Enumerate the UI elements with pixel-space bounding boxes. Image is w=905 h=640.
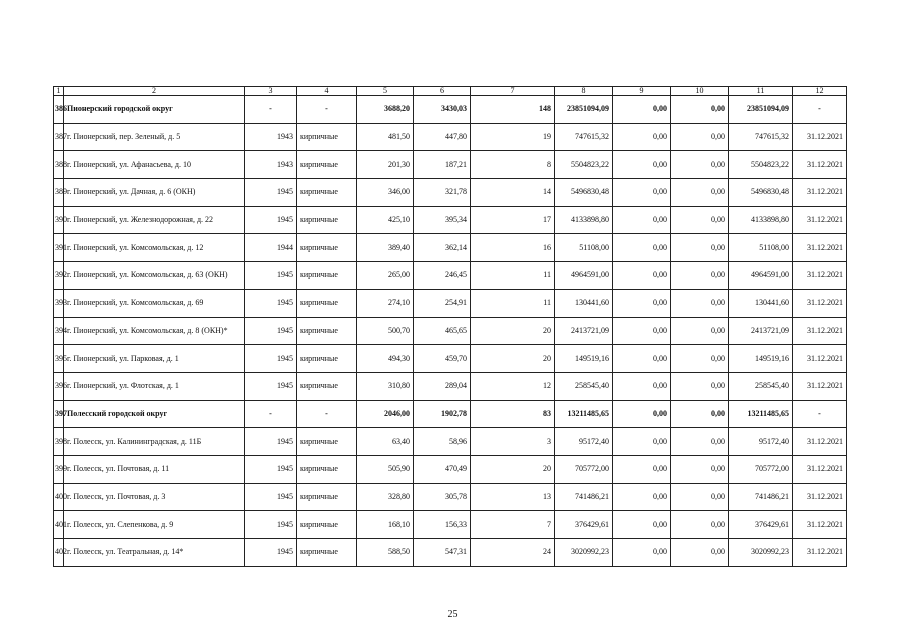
wall-material-cell: кирпичные xyxy=(297,483,357,511)
total-cost-cell: 149519,16 xyxy=(555,345,613,373)
year-built-cell: 1943 xyxy=(245,123,297,151)
year-built-cell: 1945 xyxy=(245,179,297,207)
completion-date-cell: 31.12.2021 xyxy=(793,262,847,290)
column-header: 4 xyxy=(297,87,357,96)
column-header: 10 xyxy=(671,87,729,96)
table-row xyxy=(54,317,847,345)
residents-count-cell: 3 xyxy=(471,428,555,456)
completion-date-cell: 31.12.2021 xyxy=(793,455,847,483)
table-row xyxy=(54,289,847,317)
living-area-cell: 156,33 xyxy=(414,511,471,539)
address-cell: г. Пионерский, ул. Железнодорожная, д. 22 xyxy=(64,206,245,234)
address-cell: г. Полесск, ул. Почтовая, д. 11 xyxy=(64,455,245,483)
total-cost-cell: 5504823,22 xyxy=(555,151,613,179)
housing-registry-table xyxy=(53,86,847,567)
column-header: 3 xyxy=(245,87,297,96)
total-area-cell: 500,70 xyxy=(357,317,414,345)
row-number-cell: 392 xyxy=(54,262,64,290)
row-number-cell: 386 xyxy=(54,96,64,124)
other-funds-cell: 5504823,22 xyxy=(729,151,793,179)
living-area-cell: 395,34 xyxy=(414,206,471,234)
row-number-cell: 399 xyxy=(54,455,64,483)
regional-funds-cell: 0,00 xyxy=(671,539,729,567)
row-number-cell: 396 xyxy=(54,372,64,400)
regional-funds-cell: 0,00 xyxy=(671,234,729,262)
wall-material-cell: кирпичные xyxy=(297,206,357,234)
living-area-cell: 254,91 xyxy=(414,289,471,317)
federal-funds-cell: 0,00 xyxy=(613,123,671,151)
total-cost-cell: 741486,21 xyxy=(555,483,613,511)
regional-funds-cell: 0,00 xyxy=(671,345,729,373)
total-area-cell: 346,00 xyxy=(357,179,414,207)
federal-funds-cell: 0,00 xyxy=(613,345,671,373)
row-number-cell: 387 xyxy=(54,123,64,151)
federal-funds-cell: 0,00 xyxy=(613,317,671,345)
federal-funds-cell: 0,00 xyxy=(613,262,671,290)
living-area-cell: 447,80 xyxy=(414,123,471,151)
wall-material-cell: кирпичные xyxy=(297,289,357,317)
year-built-cell: 1945 xyxy=(245,317,297,345)
regional-funds-cell: 0,00 xyxy=(671,96,729,124)
table-row xyxy=(54,511,847,539)
other-funds-cell: 130441,60 xyxy=(729,289,793,317)
row-number-cell: 390 xyxy=(54,206,64,234)
residents-count-cell: 20 xyxy=(471,345,555,373)
address-cell: г. Полесск, ул. Театральная, д. 14* xyxy=(64,539,245,567)
regional-funds-cell: 0,00 xyxy=(671,455,729,483)
wall-material-cell: кирпичные xyxy=(297,234,357,262)
living-area-cell: 1902,78 xyxy=(414,400,471,428)
wall-material-cell: кирпичные xyxy=(297,262,357,290)
year-built-cell: 1944 xyxy=(245,234,297,262)
wall-material-cell: кирпичные xyxy=(297,428,357,456)
residents-count-cell: 20 xyxy=(471,317,555,345)
column-header: 5 xyxy=(357,87,414,96)
federal-funds-cell: 0,00 xyxy=(613,483,671,511)
other-funds-cell: 741486,21 xyxy=(729,483,793,511)
federal-funds-cell: 0,00 xyxy=(613,511,671,539)
living-area-cell: 470,49 xyxy=(414,455,471,483)
federal-funds-cell: 0,00 xyxy=(613,400,671,428)
completion-date-cell: - xyxy=(793,96,847,124)
regional-funds-cell: 0,00 xyxy=(671,511,729,539)
address-cell: Полесский городской округ xyxy=(64,400,245,428)
regional-funds-cell: 0,00 xyxy=(671,206,729,234)
table-row xyxy=(54,262,847,290)
total-area-cell: 481,50 xyxy=(357,123,414,151)
wall-material-cell: кирпичные xyxy=(297,123,357,151)
regional-funds-cell: 0,00 xyxy=(671,400,729,428)
completion-date-cell: 31.12.2021 xyxy=(793,345,847,373)
row-number-cell: 398 xyxy=(54,428,64,456)
wall-material-cell: - xyxy=(297,96,357,124)
federal-funds-cell: 0,00 xyxy=(613,96,671,124)
regional-funds-cell: 0,00 xyxy=(671,262,729,290)
column-header: 2 xyxy=(64,87,245,96)
year-built-cell: 1945 xyxy=(245,511,297,539)
other-funds-cell: 149519,16 xyxy=(729,345,793,373)
total-cost-cell: 23851094,09 xyxy=(555,96,613,124)
table-row xyxy=(54,539,847,567)
total-cost-cell: 130441,60 xyxy=(555,289,613,317)
other-funds-cell: 747615,32 xyxy=(729,123,793,151)
living-area-cell: 547,31 xyxy=(414,539,471,567)
wall-material-cell: кирпичные xyxy=(297,151,357,179)
federal-funds-cell: 0,00 xyxy=(613,428,671,456)
total-area-cell: 505,90 xyxy=(357,455,414,483)
table-row xyxy=(54,151,847,179)
completion-date-cell: 31.12.2021 xyxy=(793,428,847,456)
wall-material-cell: кирпичные xyxy=(297,372,357,400)
year-built-cell: 1945 xyxy=(245,206,297,234)
living-area-cell: 3430,03 xyxy=(414,96,471,124)
total-area-cell: 63,40 xyxy=(357,428,414,456)
completion-date-cell: 31.12.2021 xyxy=(793,511,847,539)
total-cost-cell: 747615,32 xyxy=(555,123,613,151)
living-area-cell: 246,45 xyxy=(414,262,471,290)
regional-funds-cell: 0,00 xyxy=(671,372,729,400)
other-funds-cell: 2413721,09 xyxy=(729,317,793,345)
column-number-header-row xyxy=(54,87,847,96)
total-area-cell: 3688,20 xyxy=(357,96,414,124)
total-cost-cell: 5496830,48 xyxy=(555,179,613,207)
total-area-cell: 274,10 xyxy=(357,289,414,317)
address-cell: Пионерский городской округ xyxy=(64,96,245,124)
wall-material-cell: кирпичные xyxy=(297,179,357,207)
column-header: 11 xyxy=(729,87,793,96)
row-number-cell: 389 xyxy=(54,179,64,207)
federal-funds-cell: 0,00 xyxy=(613,179,671,207)
row-number-cell: 391 xyxy=(54,234,64,262)
residents-count-cell: 20 xyxy=(471,455,555,483)
wall-material-cell: - xyxy=(297,400,357,428)
residents-count-cell: 13 xyxy=(471,483,555,511)
other-funds-cell: 705772,00 xyxy=(729,455,793,483)
year-built-cell: - xyxy=(245,96,297,124)
wall-material-cell: кирпичные xyxy=(297,455,357,483)
total-area-cell: 328,80 xyxy=(357,483,414,511)
other-funds-cell: 23851094,09 xyxy=(729,96,793,124)
living-area-cell: 58,96 xyxy=(414,428,471,456)
residents-count-cell: 17 xyxy=(471,206,555,234)
living-area-cell: 465,65 xyxy=(414,317,471,345)
federal-funds-cell: 0,00 xyxy=(613,455,671,483)
column-header: 7 xyxy=(471,87,555,96)
regional-funds-cell: 0,00 xyxy=(671,428,729,456)
total-area-cell: 265,00 xyxy=(357,262,414,290)
residents-count-cell: 8 xyxy=(471,151,555,179)
completion-date-cell: 31.12.2021 xyxy=(793,179,847,207)
total-area-cell: 168,10 xyxy=(357,511,414,539)
column-header: 8 xyxy=(555,87,613,96)
total-cost-cell: 258545,40 xyxy=(555,372,613,400)
column-header: 9 xyxy=(613,87,671,96)
regional-funds-cell: 0,00 xyxy=(671,483,729,511)
wall-material-cell: кирпичные xyxy=(297,511,357,539)
total-cost-cell: 4133898,80 xyxy=(555,206,613,234)
federal-funds-cell: 0,00 xyxy=(613,206,671,234)
completion-date-cell: 31.12.2021 xyxy=(793,123,847,151)
residents-count-cell: 11 xyxy=(471,262,555,290)
address-cell: г. Пионерский, ул. Комсомольская, д. 12 xyxy=(64,234,245,262)
other-funds-cell: 4964591,00 xyxy=(729,262,793,290)
row-number-cell: 402 xyxy=(54,539,64,567)
total-cost-cell: 95172,40 xyxy=(555,428,613,456)
living-area-cell: 305,78 xyxy=(414,483,471,511)
other-funds-cell: 3020992,23 xyxy=(729,539,793,567)
year-built-cell: 1943 xyxy=(245,151,297,179)
address-cell: г. Пионерский, ул. Дачная, д. 6 (ОКН) xyxy=(64,179,245,207)
other-funds-cell: 95172,40 xyxy=(729,428,793,456)
completion-date-cell: 31.12.2021 xyxy=(793,483,847,511)
residents-count-cell: 7 xyxy=(471,511,555,539)
total-cost-cell: 3020992,23 xyxy=(555,539,613,567)
column-header: 6 xyxy=(414,87,471,96)
address-cell: г. Пионерский, ул. Комсомольская, д. 63 (ОКН) xyxy=(64,262,245,290)
total-area-cell: 2046,00 xyxy=(357,400,414,428)
total-area-cell: 389,40 xyxy=(357,234,414,262)
table-row xyxy=(54,206,847,234)
total-cost-cell: 4964591,00 xyxy=(555,262,613,290)
column-header: 1 xyxy=(54,87,64,96)
living-area-cell: 187,21 xyxy=(414,151,471,179)
year-built-cell: - xyxy=(245,400,297,428)
table-row xyxy=(54,455,847,483)
table-row xyxy=(54,372,847,400)
completion-date-cell: 31.12.2021 xyxy=(793,372,847,400)
federal-funds-cell: 0,00 xyxy=(613,289,671,317)
completion-date-cell: 31.12.2021 xyxy=(793,151,847,179)
total-area-cell: 310,80 xyxy=(357,372,414,400)
row-number-cell: 393 xyxy=(54,289,64,317)
completion-date-cell: - xyxy=(793,400,847,428)
federal-funds-cell: 0,00 xyxy=(613,539,671,567)
living-area-cell: 362,14 xyxy=(414,234,471,262)
total-area-cell: 201,30 xyxy=(357,151,414,179)
residents-count-cell: 83 xyxy=(471,400,555,428)
year-built-cell: 1945 xyxy=(245,483,297,511)
total-cost-cell: 13211485,65 xyxy=(555,400,613,428)
other-funds-cell: 258545,40 xyxy=(729,372,793,400)
address-cell: г. Полесск, ул. Калининградская, д. 11Б xyxy=(64,428,245,456)
regional-funds-cell: 0,00 xyxy=(671,123,729,151)
address-cell: г. Пионерский, ул. Комсомольская, д. 69 xyxy=(64,289,245,317)
living-area-cell: 321,78 xyxy=(414,179,471,207)
other-funds-cell: 51108,00 xyxy=(729,234,793,262)
residents-count-cell: 14 xyxy=(471,179,555,207)
row-number-cell: 388 xyxy=(54,151,64,179)
address-cell: г. Пионерский, ул. Флотская, д. 1 xyxy=(64,372,245,400)
year-built-cell: 1945 xyxy=(245,289,297,317)
living-area-cell: 459,70 xyxy=(414,345,471,373)
living-area-cell: 289,04 xyxy=(414,372,471,400)
wall-material-cell: кирпичные xyxy=(297,539,357,567)
total-cost-cell: 705772,00 xyxy=(555,455,613,483)
completion-date-cell: 31.12.2021 xyxy=(793,234,847,262)
column-header: 12 xyxy=(793,87,847,96)
table-row xyxy=(54,483,847,511)
residents-count-cell: 16 xyxy=(471,234,555,262)
completion-date-cell: 31.12.2021 xyxy=(793,289,847,317)
residents-count-cell: 148 xyxy=(471,96,555,124)
other-funds-cell: 5496830,48 xyxy=(729,179,793,207)
table-row xyxy=(54,234,847,262)
completion-date-cell: 31.12.2021 xyxy=(793,317,847,345)
regional-funds-cell: 0,00 xyxy=(671,317,729,345)
total-area-cell: 494,30 xyxy=(357,345,414,373)
residents-count-cell: 12 xyxy=(471,372,555,400)
year-built-cell: 1945 xyxy=(245,345,297,373)
row-number-cell: 401 xyxy=(54,511,64,539)
total-cost-cell: 376429,61 xyxy=(555,511,613,539)
wall-material-cell: кирпичные xyxy=(297,345,357,373)
federal-funds-cell: 0,00 xyxy=(613,234,671,262)
district-total-row xyxy=(54,96,847,124)
table-row xyxy=(54,345,847,373)
page-number: 25 xyxy=(447,609,458,620)
address-cell: г. Пионерский, ул. Афанасьева, д. 10 xyxy=(64,151,245,179)
row-number-cell: 397 xyxy=(54,400,64,428)
row-number-cell: 395 xyxy=(54,345,64,373)
year-built-cell: 1945 xyxy=(245,372,297,400)
other-funds-cell: 376429,61 xyxy=(729,511,793,539)
address-cell: г. Полесск, ул. Почтовая, д. 3 xyxy=(64,483,245,511)
completion-date-cell: 31.12.2021 xyxy=(793,539,847,567)
address-cell: г. Пионерский, пер. Зеленый, д. 5 xyxy=(64,123,245,151)
year-built-cell: 1945 xyxy=(245,428,297,456)
residents-count-cell: 19 xyxy=(471,123,555,151)
total-area-cell: 425,10 xyxy=(357,206,414,234)
table-row xyxy=(54,123,847,151)
completion-date-cell: 31.12.2021 xyxy=(793,206,847,234)
row-number-cell: 400 xyxy=(54,483,64,511)
federal-funds-cell: 0,00 xyxy=(613,372,671,400)
district-total-row xyxy=(54,400,847,428)
other-funds-cell: 4133898,80 xyxy=(729,206,793,234)
table-row xyxy=(54,179,847,207)
regional-funds-cell: 0,00 xyxy=(671,289,729,317)
table-row xyxy=(54,428,847,456)
row-number-cell: 394 xyxy=(54,317,64,345)
regional-funds-cell: 0,00 xyxy=(671,151,729,179)
other-funds-cell: 13211485,65 xyxy=(729,400,793,428)
total-cost-cell: 51108,00 xyxy=(555,234,613,262)
year-built-cell: 1945 xyxy=(245,262,297,290)
year-built-cell: 1945 xyxy=(245,539,297,567)
address-cell: г. Полесск, ул. Слепенкова, д. 9 xyxy=(64,511,245,539)
wall-material-cell: кирпичные xyxy=(297,317,357,345)
total-cost-cell: 2413721,09 xyxy=(555,317,613,345)
year-built-cell: 1945 xyxy=(245,455,297,483)
federal-funds-cell: 0,00 xyxy=(613,151,671,179)
total-area-cell: 588,50 xyxy=(357,539,414,567)
residents-count-cell: 24 xyxy=(471,539,555,567)
table-body xyxy=(54,87,847,567)
address-cell: г. Пионерский, ул. Комсомольская, д. 8 (ОКН)* xyxy=(64,317,245,345)
address-cell: г. Пионерский, ул. Парковая, д. 1 xyxy=(64,345,245,373)
residents-count-cell: 11 xyxy=(471,289,555,317)
regional-funds-cell: 0,00 xyxy=(671,179,729,207)
